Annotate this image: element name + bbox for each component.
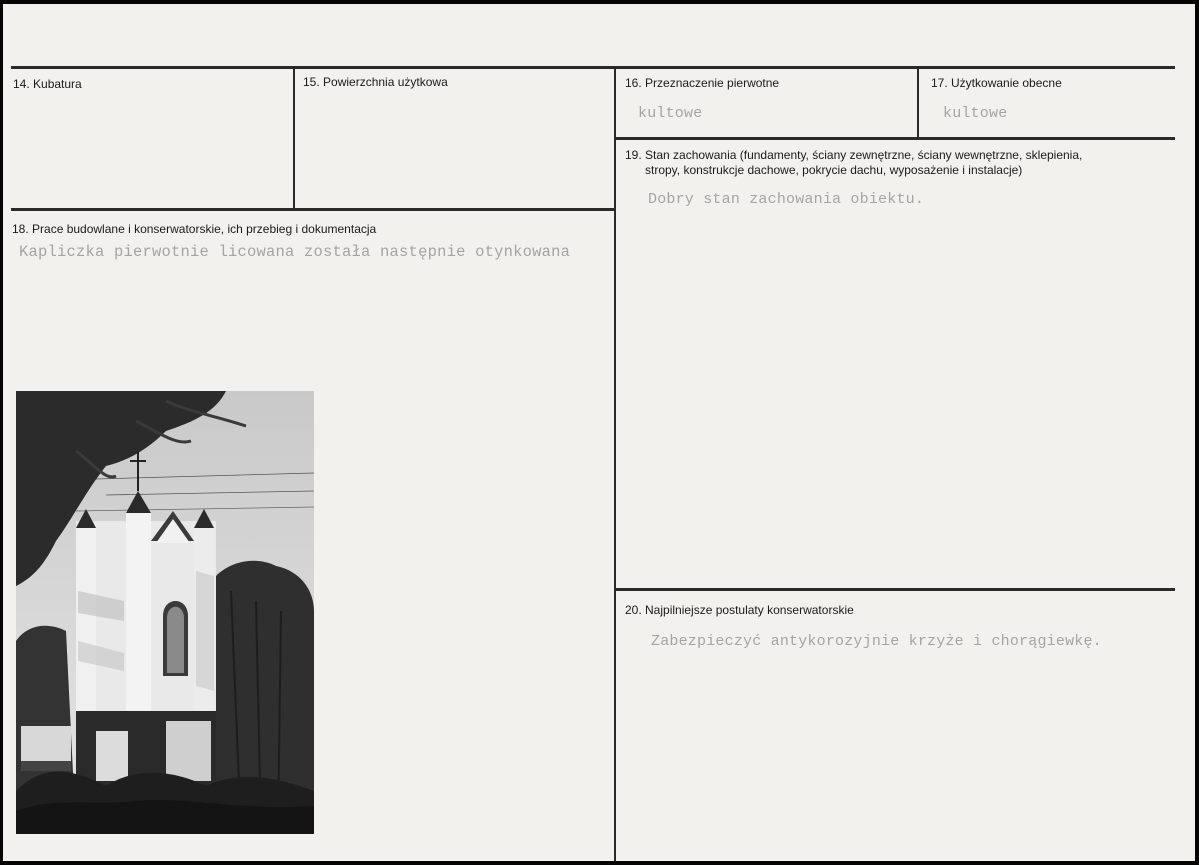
rule-19-20 bbox=[615, 588, 1175, 591]
field-16-label: 16. Przeznaczenie pierwotne bbox=[625, 76, 780, 90]
field-19-label-line2: stropy, konstrukcje dachowe, pokrycie dachu, wyposażenie i instalacje) bbox=[645, 163, 1023, 177]
field-19-label-line1: 19. Stan zachowania (fundamenty, ściany zewnętrzne, ściany wewnętrzne, sklepienia, bbox=[625, 148, 1083, 162]
rule-v-main bbox=[614, 66, 616, 861]
field-16-value: kultowe bbox=[638, 105, 703, 122]
rule-v-16-17 bbox=[917, 66, 919, 139]
field-14-label: 14. Kubatura bbox=[13, 77, 82, 91]
field-18-label: 18. Prace budowlane i konserwatorskie, ich przebieg i dokumentacja bbox=[12, 222, 377, 236]
rule-top bbox=[11, 66, 1175, 69]
chapel-photograph bbox=[16, 391, 314, 834]
rule-16-19 bbox=[615, 137, 1175, 140]
rule-v-14-15 bbox=[293, 66, 295, 210]
form-sheet bbox=[3, 4, 1195, 861]
field-17-value: kultowe bbox=[943, 105, 1008, 122]
field-20-label: 20. Najpilniejsze postulaty konserwatorskie bbox=[625, 603, 854, 617]
field-19-value: Dobry stan zachowania obiektu. bbox=[648, 191, 925, 208]
rule-15-18 bbox=[11, 208, 615, 211]
field-18-value: Kapliczka pierwotnie licowana została następnie otynkowana bbox=[19, 243, 571, 261]
field-15-label: 15. Powierzchnia użytkowa bbox=[303, 75, 448, 89]
field-17-label: 17. Użytkowanie obecne bbox=[931, 76, 1062, 90]
field-20-value: Zabezpieczyć antykorozyjnie krzyże i chorągiewkę. bbox=[651, 633, 1102, 650]
